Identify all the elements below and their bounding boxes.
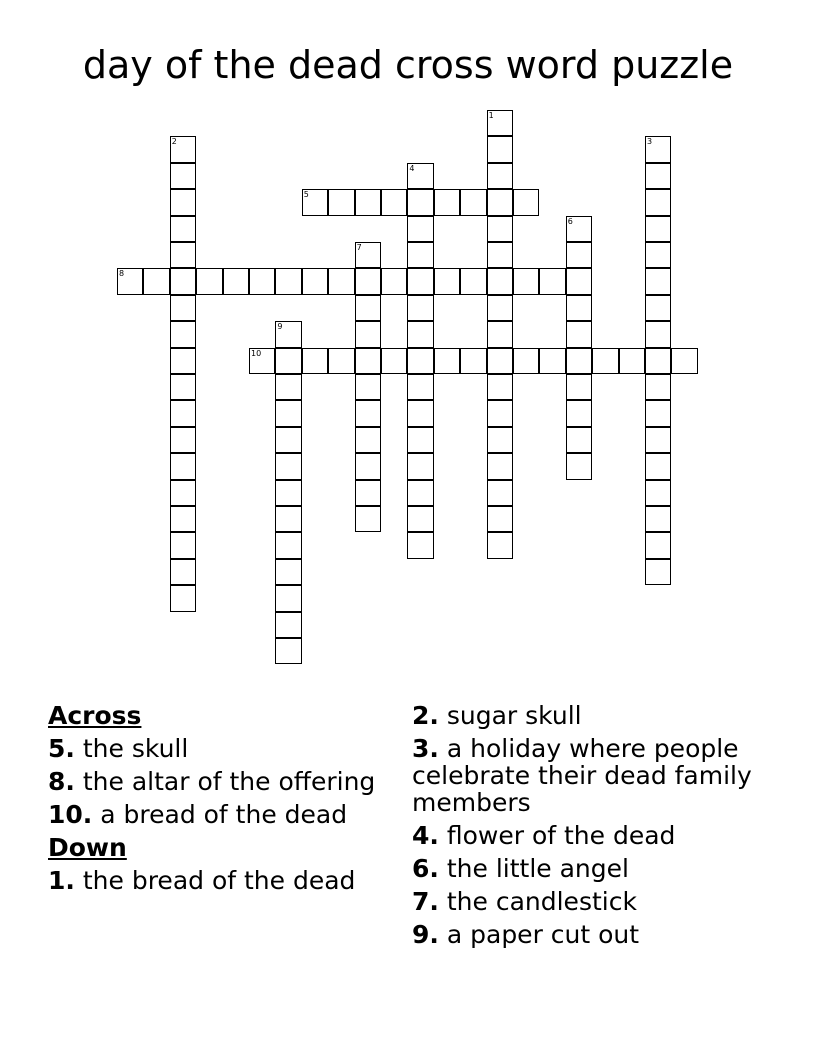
crossword-cell[interactable] (645, 136, 671, 162)
crossword-cell[interactable] (407, 268, 433, 294)
crossword-cell[interactable] (170, 189, 196, 215)
crossword-cell[interactable] (355, 321, 381, 347)
crossword-cell[interactable] (619, 348, 645, 374)
clue-down-2: 2. sugar skull (412, 701, 582, 730)
crossword-cell[interactable] (170, 295, 196, 321)
clue-number: 1 (488, 111, 494, 120)
crossword-cell[interactable] (487, 321, 513, 347)
crossword-cell[interactable] (487, 348, 513, 374)
crossword-cell[interactable] (645, 532, 671, 558)
crossword-cell[interactable] (407, 480, 433, 506)
crossword-cell[interactable] (328, 348, 354, 374)
crossword-cell[interactable] (381, 348, 407, 374)
crossword-cell[interactable] (275, 427, 301, 453)
crossword-cell[interactable] (170, 216, 196, 242)
clue-number: 6 (567, 216, 573, 226)
crossword-cell[interactable] (275, 453, 301, 479)
crossword-cell[interactable] (645, 321, 671, 347)
crossword-cell[interactable] (407, 400, 433, 426)
crossword-cell[interactable] (487, 110, 513, 136)
crossword-cell[interactable] (645, 189, 671, 215)
crossword-cell[interactable] (355, 400, 381, 426)
crossword-cell[interactable] (275, 532, 301, 558)
crossword-cell[interactable] (460, 268, 486, 294)
crossword-cell[interactable] (223, 268, 249, 294)
crossword-cell[interactable] (249, 268, 275, 294)
clue-number: 4 (409, 163, 415, 173)
crossword-cell[interactable] (407, 506, 433, 532)
crossword-cell[interactable] (487, 506, 513, 532)
crossword-cell[interactable] (566, 453, 592, 479)
clues-column-right (412, 702, 752, 954)
crossword-cell[interactable] (487, 374, 513, 400)
clue-number: 5 (303, 190, 309, 200)
crossword-cell[interactable] (487, 242, 513, 268)
crossword-cell[interactable] (407, 295, 433, 321)
clues-column-left (48, 702, 393, 900)
crossword-cell[interactable] (196, 268, 222, 294)
clue-down-6: 6. the little angel (412, 854, 629, 883)
crossword-cell[interactable] (355, 295, 381, 321)
crossword-cell[interactable] (381, 268, 407, 294)
crossword-cell[interactable] (487, 295, 513, 321)
crossword-cell[interactable] (434, 268, 460, 294)
clue-down-7: 7. the candlestick (412, 887, 637, 916)
crossword-cell[interactable] (566, 348, 592, 374)
crossword-cell[interactable] (539, 268, 565, 294)
crossword-cell[interactable] (645, 559, 671, 585)
crossword-cell[interactable] (566, 295, 592, 321)
crossword-cell[interactable] (487, 427, 513, 453)
clue-down-3: 3. a holiday where people celebrate their dead family members (412, 734, 752, 817)
crossword-cell[interactable] (275, 506, 301, 532)
crossword-cell[interactable] (539, 348, 565, 374)
crossword-cell[interactable] (407, 163, 433, 189)
crossword-cell[interactable] (566, 400, 592, 426)
crossword-cell[interactable] (460, 189, 486, 215)
crossword-cell[interactable] (249, 348, 275, 374)
crossword-cell[interactable] (566, 427, 592, 453)
crossword-cell[interactable] (487, 400, 513, 426)
crossword-cell[interactable] (487, 532, 513, 558)
crossword-cell[interactable] (275, 638, 301, 664)
crossword-cell[interactable] (407, 374, 433, 400)
crossword-cell[interactable] (434, 348, 460, 374)
crossword-cell[interactable] (275, 400, 301, 426)
crossword-cell[interactable] (275, 585, 301, 611)
crossword-cell[interactable] (170, 532, 196, 558)
crossword-cell[interactable] (460, 348, 486, 374)
crossword-cell[interactable] (645, 295, 671, 321)
clue-number: 10 (251, 348, 262, 358)
crossword-cell[interactable] (407, 453, 433, 479)
clue-across-8: 8. the altar of the offering (48, 767, 376, 796)
crossword-cell[interactable] (275, 480, 301, 506)
crossword-cell[interactable] (302, 189, 328, 215)
clue-number: 2 (171, 137, 177, 147)
crossword-cell[interactable] (143, 268, 169, 294)
crossword-cell[interactable] (170, 559, 196, 585)
crossword-cell[interactable] (170, 585, 196, 611)
crossword-cell[interactable] (645, 242, 671, 268)
crossword-cell[interactable] (170, 427, 196, 453)
crossword-cell[interactable] (170, 242, 196, 268)
crossword-cell[interactable] (381, 189, 407, 215)
crossword-cell[interactable] (487, 268, 513, 294)
crossword-cell[interactable] (170, 348, 196, 374)
clue-number: 3 (647, 137, 653, 147)
crossword-cell[interactable] (434, 189, 460, 215)
clue-number: 7 (356, 243, 362, 252)
crossword-cell[interactable] (328, 268, 354, 294)
crossword-cell[interactable] (645, 374, 671, 400)
clue-down-9: 9. a paper cut out (412, 920, 640, 949)
crossword-cell[interactable] (487, 163, 513, 189)
crossword-cell[interactable] (275, 374, 301, 400)
crossword-cell[interactable] (355, 268, 381, 294)
clue-number: 8 (119, 269, 125, 279)
crossword-cell[interactable] (355, 506, 381, 532)
crossword-cell[interactable] (645, 348, 671, 374)
crossword-cell[interactable] (645, 480, 671, 506)
crossword-cell[interactable] (275, 612, 301, 638)
crossword-cell[interactable] (275, 559, 301, 585)
crossword-cell[interactable] (170, 400, 196, 426)
crossword-cell[interactable] (566, 268, 592, 294)
crossword-cell[interactable] (355, 242, 381, 268)
crossword-cell[interactable] (407, 321, 433, 347)
crossword-cell[interactable] (407, 532, 433, 558)
crossword-cell[interactable] (566, 242, 592, 268)
crossword-cell[interactable] (170, 506, 196, 532)
clue-across-10: 10. a bread of the dead (48, 800, 348, 829)
crossword-cell[interactable] (275, 268, 301, 294)
crossword-cell[interactable] (407, 348, 433, 374)
crossword-cell[interactable] (170, 480, 196, 506)
crossword-cell[interactable] (355, 480, 381, 506)
crossword-cell[interactable] (355, 189, 381, 215)
crossword-cell[interactable] (407, 427, 433, 453)
clue-down-1: 1. the bread of the dead (48, 866, 356, 895)
crossword-cell[interactable] (513, 348, 539, 374)
crossword-cell[interactable] (566, 216, 592, 242)
crossword-cell[interactable] (355, 453, 381, 479)
crossword-cell[interactable] (117, 268, 143, 294)
crossword-cell[interactable] (487, 480, 513, 506)
crossword-cell[interactable] (645, 268, 671, 294)
crossword-cell[interactable] (566, 374, 592, 400)
page-title: day of the dead cross word puzzle (82, 43, 734, 87)
crossword-cell[interactable] (645, 216, 671, 242)
crossword-cell[interactable] (170, 374, 196, 400)
crossword-cell[interactable] (407, 216, 433, 242)
clue-number: 9 (277, 322, 283, 332)
crossword-cell[interactable] (355, 374, 381, 400)
crossword-cell[interactable] (487, 216, 513, 242)
crossword-cell[interactable] (170, 268, 196, 294)
crossword-cell[interactable] (645, 163, 671, 189)
crossword-cell[interactable] (645, 506, 671, 532)
clue-across-5: 5. the skull (48, 734, 189, 763)
crossword-cell[interactable] (407, 189, 433, 215)
crossword-cell[interactable] (513, 268, 539, 294)
crossword-cell[interactable] (592, 348, 618, 374)
crossword-cell[interactable] (645, 453, 671, 479)
crossword-cell[interactable] (328, 189, 354, 215)
crossword-cell[interactable] (302, 348, 328, 374)
crossword-cell[interactable] (275, 348, 301, 374)
crossword-cell[interactable] (513, 189, 539, 215)
crossword-cell[interactable] (407, 242, 433, 268)
crossword-cell[interactable] (487, 136, 513, 162)
crossword-cell[interactable] (645, 427, 671, 453)
down-heading: Down (48, 833, 127, 862)
crossword-cell[interactable] (645, 400, 671, 426)
clue-down-4: 4. flower of the dead (412, 821, 676, 850)
crossword-cell[interactable] (487, 453, 513, 479)
crossword-cell[interactable] (302, 268, 328, 294)
crossword-cell[interactable] (566, 321, 592, 347)
crossword-cell[interactable] (671, 348, 697, 374)
crossword-cell[interactable] (487, 189, 513, 215)
crossword-cell[interactable] (355, 427, 381, 453)
crossword-cell[interactable] (355, 348, 381, 374)
crossword-cell[interactable] (170, 453, 196, 479)
crossword-cell[interactable] (170, 136, 196, 162)
crossword-cell[interactable] (170, 163, 196, 189)
crossword-cell[interactable] (170, 321, 196, 347)
crossword-cell[interactable] (275, 321, 301, 347)
across-heading: Across (48, 701, 142, 730)
